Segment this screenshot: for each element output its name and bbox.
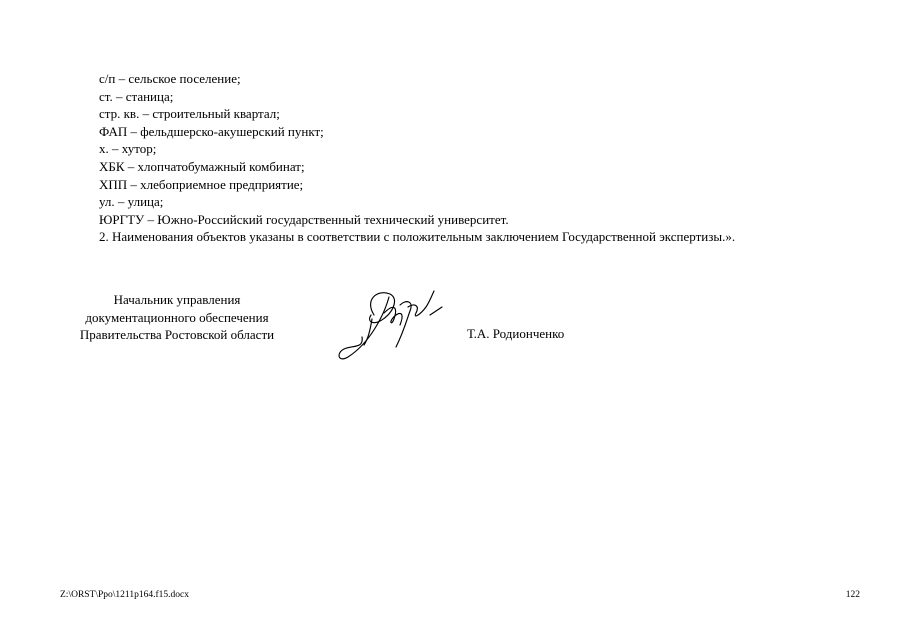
abbreviation-item: ФАП – фельдшерско-акушерский пункт; <box>99 123 324 139</box>
abbreviation-item: ЮРГТУ – Южно-Российский государственный технический университет. <box>99 211 509 227</box>
position-title-line: документационного обеспечения <box>85 309 269 325</box>
position-title-line: Начальник управления <box>113 292 241 307</box>
abbreviation-item: х. – хутор; <box>99 141 157 157</box>
abbreviation-list <box>99 70 735 246</box>
footer-file-path: Z:\ORST\Ppo\1211p164.f15.docx <box>60 590 189 600</box>
abbreviation-item: с/п – сельское поселение; <box>99 71 241 86</box>
signer-name: Т.А. Родионченко <box>467 326 565 341</box>
abbreviation-item: ст. – станица; <box>99 88 174 104</box>
abbreviation-item: ХПП – хлебоприемное предприятие; <box>99 176 304 192</box>
handwritten-signature <box>334 285 446 367</box>
signatory-position-title <box>50 291 304 344</box>
abbreviation-item: ХБК – хлопчатобумажный комбинат; <box>99 158 305 174</box>
page-number: 122 <box>845 590 860 600</box>
abbreviation-item: ул. – улица; <box>99 194 164 210</box>
abbreviation-item: стр. кв. – строительный квартал; <box>99 106 280 122</box>
position-title-line: Правительства Ростовской области <box>79 327 275 342</box>
objects-naming-note: 2. Наименования объектов указаны в соответствии с положительным заключением Государственной экспертизы.». <box>99 229 736 245</box>
